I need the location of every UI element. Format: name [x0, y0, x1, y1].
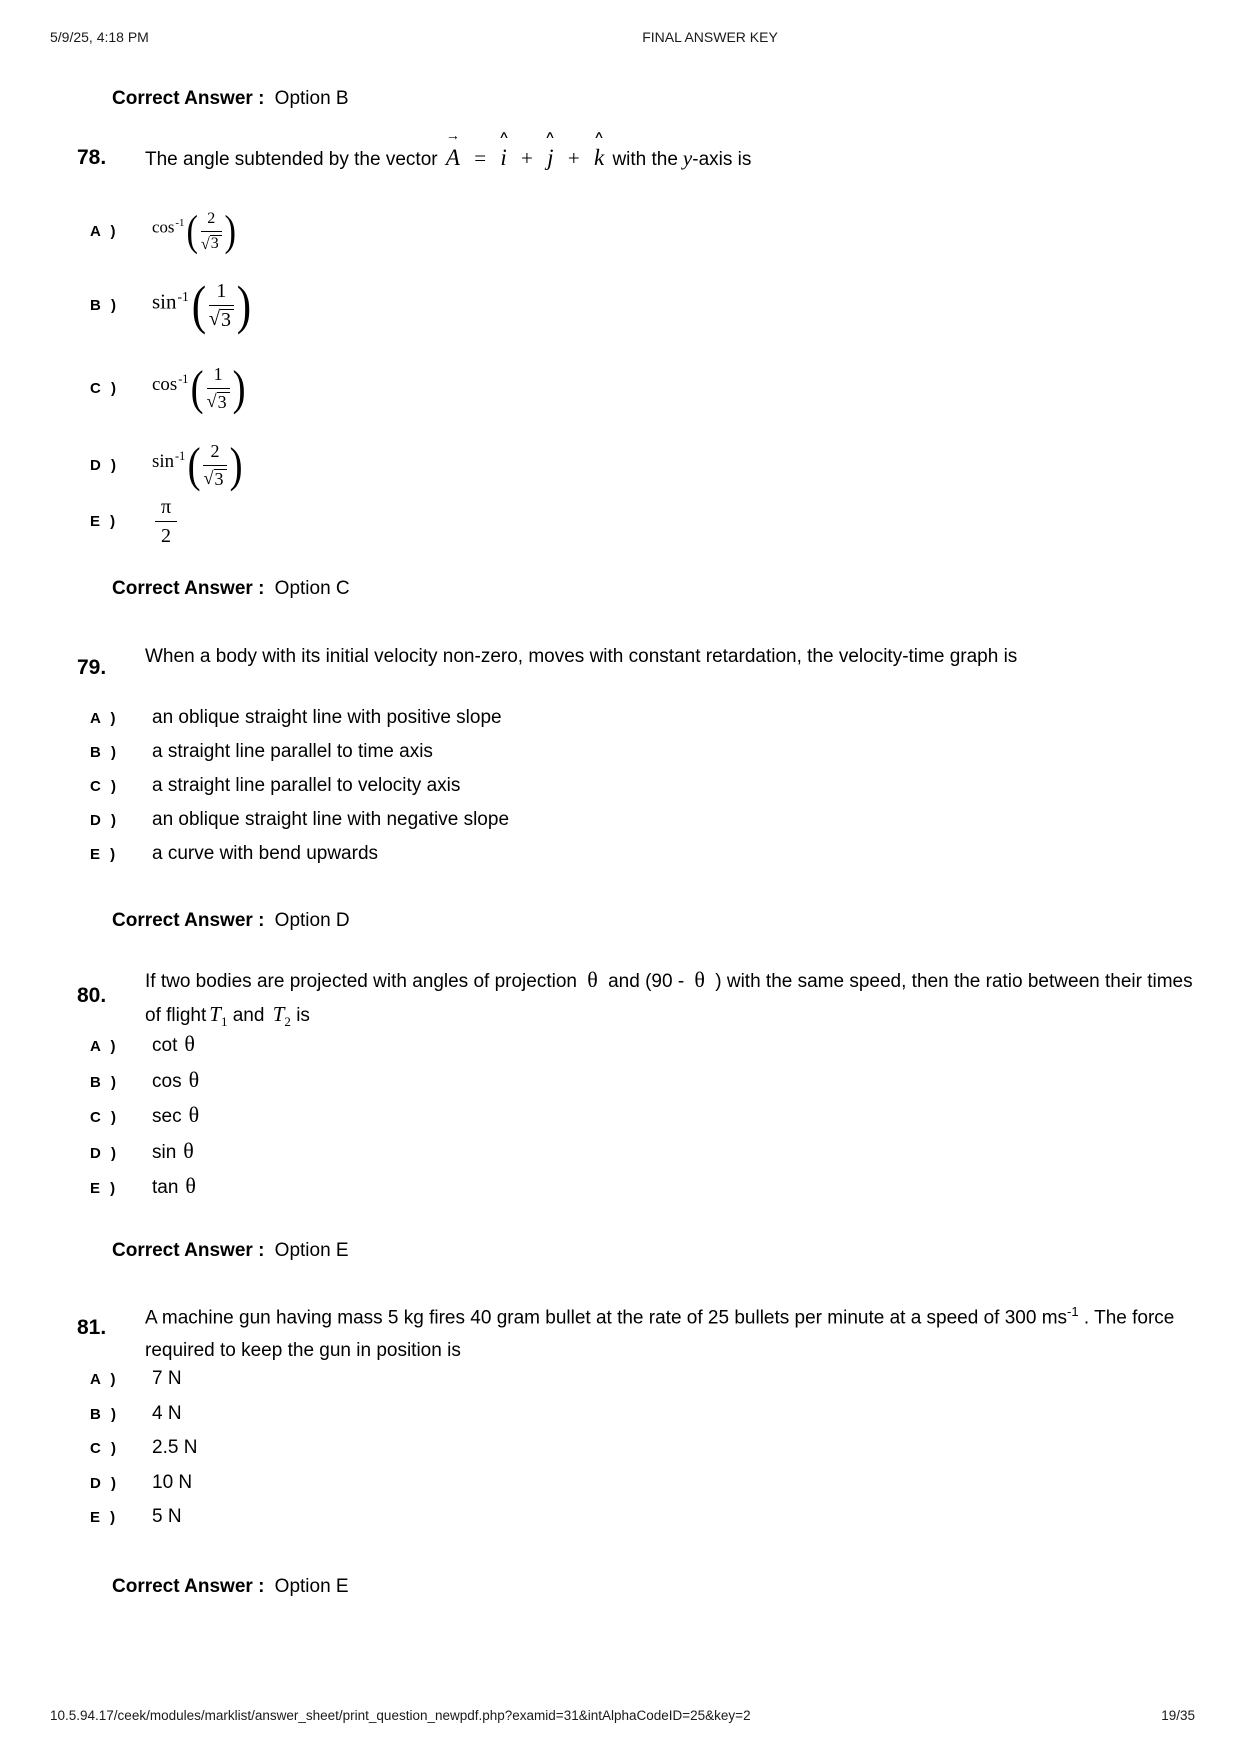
options-list [90, 1033, 204, 1211]
question-text-part: -axis is [692, 149, 752, 170]
function-name: sin [152, 451, 175, 473]
sqrt-icon: √ [200, 233, 210, 253]
option-text: 4 N [152, 1402, 182, 1424]
option-text: 10 N [152, 1471, 193, 1493]
option-label: E ) [90, 1509, 119, 1526]
left-paren: ( [186, 207, 199, 255]
radicand: 3 [210, 235, 222, 253]
correct-answer-label: Correct Answer : [112, 910, 265, 931]
option-label: C ) [90, 1440, 119, 1457]
question-text [145, 1295, 1197, 1367]
option-text: an oblique straight line with positive slope [152, 707, 502, 728]
option-text: 5 N [152, 1506, 182, 1527]
option-row [90, 843, 509, 877]
question-text-part: The angle subtended by the vector [145, 149, 438, 170]
plus-sign: + [567, 146, 580, 170]
hat-icon: ∧ [544, 130, 556, 141]
option-row [90, 207, 236, 255]
option-label: A ) [90, 1038, 119, 1055]
option-row [90, 496, 180, 547]
page-number: 19/35 [1161, 1708, 1195, 1723]
option-label: C ) [90, 1109, 119, 1126]
correct-answer-label: Correct Answer : [112, 1240, 265, 1261]
left-paren: ( [187, 438, 201, 493]
option-text: sin [152, 1141, 177, 1163]
correct-answer-prev [112, 88, 349, 110]
sqrt-icon: √ [206, 390, 217, 411]
option-row [90, 1472, 197, 1507]
option-label: B ) [90, 744, 119, 761]
question-80 [77, 965, 1197, 1038]
correct-answer-value: Option C [274, 578, 350, 599]
option-row [90, 741, 509, 775]
option-label: E ) [90, 513, 119, 530]
theta-symbol: θ [185, 1173, 196, 1198]
theta-symbol: θ [184, 1031, 195, 1056]
option-row [90, 775, 509, 809]
question-79 [77, 640, 1193, 679]
option-row [90, 361, 246, 416]
exponent: -1 [177, 288, 189, 304]
exponent: -1 [1067, 1304, 1079, 1319]
option-label: E ) [90, 846, 119, 863]
option-row [90, 1506, 197, 1541]
option-text: a straight line parallel to time axis [152, 741, 433, 762]
question-text-part: and (90 - [608, 971, 685, 992]
option-text: 7 N [152, 1368, 182, 1389]
right-paren: ) [229, 438, 243, 493]
option-text: cos [152, 1070, 182, 1092]
question-text-part: A machine gun having mass 5 kg fires 40 gram bullet at the rate of 25 bullets per minute at a speed of 300 ms [145, 1307, 1068, 1329]
correct-answer-value: Option D [274, 910, 350, 931]
left-paren: ( [191, 275, 207, 335]
option-label: D ) [90, 1144, 119, 1162]
option-row [90, 809, 509, 843]
formula-cos-inverse [152, 361, 246, 416]
option-text: a curve with bend upwards [152, 843, 379, 864]
option-row [90, 707, 509, 741]
correct-answer-value: Option E [274, 1240, 349, 1261]
T2-symbol: $T_2$ [272, 1002, 291, 1030]
sqrt-icon: √ [203, 467, 214, 488]
option-row [90, 1403, 197, 1438]
question-78 [77, 127, 1145, 176]
option-text: a straight line parallel to velocity axis [152, 775, 461, 796]
question-text-part: is [296, 1005, 310, 1026]
radicand: 3 [220, 309, 234, 331]
options-list [90, 1368, 197, 1541]
question-number: 80. [77, 984, 107, 1007]
option-label: B ) [90, 1073, 119, 1091]
option-label: E ) [90, 1180, 119, 1197]
option-text: an oblique straight line with negative slope [152, 809, 510, 830]
hat-icon: ∧ [593, 130, 605, 141]
option-row [90, 275, 252, 335]
option-label: A ) [90, 1371, 119, 1388]
correct-answer-label: Correct Answer : [112, 578, 265, 599]
function-name: cos [152, 217, 175, 237]
theta-symbol: θ [587, 967, 598, 992]
correct-answer-label: Correct Answer : [112, 1576, 265, 1597]
option-label: D ) [90, 1474, 119, 1492]
equals-sign: = [474, 146, 487, 170]
option-text: tan [152, 1177, 179, 1198]
question-text-part: and [232, 1005, 265, 1026]
correct-answer-value: Option E [274, 1576, 349, 1597]
theta-symbol: θ [183, 1137, 194, 1163]
i-hat-symbol: ∧ i [498, 130, 510, 170]
function-name: sin [152, 289, 177, 314]
option-text: cot [152, 1035, 178, 1056]
question-text-part: with the [612, 149, 678, 170]
sqrt-icon: √ [208, 308, 221, 331]
option-row [90, 1175, 204, 1211]
option-label: B ) [90, 1405, 119, 1423]
option-label: A ) [90, 222, 119, 240]
numerator: 1 [209, 280, 234, 306]
vector-arrow-icon: → [445, 127, 460, 143]
numerator: 2 [203, 442, 226, 466]
exponent: -1 [178, 372, 189, 387]
question-number: 78. [77, 146, 107, 169]
option-text: 2.5 N [152, 1437, 198, 1458]
option-row [90, 1137, 204, 1176]
j-hat-symbol: ∧ j [544, 130, 556, 170]
question-text [145, 965, 1197, 1038]
option-text: sec [152, 1106, 182, 1127]
numerator: 1 [207, 365, 230, 389]
T1-symbol: $T_1$ [209, 1002, 228, 1030]
correct-answer-q81 [112, 1576, 349, 1598]
options-list [90, 707, 509, 877]
hat-icon: ∧ [498, 130, 510, 141]
footer-url: 10.5.94.17/ceek/modules/marklist/answer_sheet/print_question_newpdf.php?examid=31&intAlphaCodeID=25&key=2 [50, 1708, 751, 1723]
exponent: -1 [175, 449, 186, 464]
option-row [90, 1104, 204, 1140]
radicand: 3 [214, 469, 227, 489]
y-axis-symbol: y [682, 146, 693, 170]
left-paren: ( [191, 361, 204, 416]
correct-answer-value: Option B [274, 88, 349, 109]
option-row [90, 1437, 197, 1472]
document-title: FINAL ANSWER KEY [642, 29, 778, 45]
correct-answer-q78 [112, 578, 350, 600]
correct-answer-q79 [112, 910, 350, 932]
right-paren: ) [232, 361, 246, 416]
fraction [207, 365, 230, 412]
question-text-part: If two bodies are projected with angles of projection [145, 971, 577, 992]
question-number: 79. [77, 656, 107, 679]
option-label: B ) [90, 297, 119, 315]
question-text-part: ) with the same speed, then the ratio between their times of flight [145, 971, 1193, 1026]
option-row [90, 438, 243, 493]
radicand: 3 [217, 392, 230, 412]
option-label: D ) [90, 456, 119, 474]
exponent: -1 [175, 217, 185, 230]
theta-symbol: θ [694, 967, 705, 992]
correct-answer-label: Correct Answer : [112, 88, 265, 109]
k-hat-symbol: ∧ k [593, 130, 605, 170]
denominator: 2 [161, 525, 172, 547]
option-label: D ) [90, 812, 119, 829]
question-text-part: . The force required to keep the gun in position is [145, 1307, 1175, 1362]
right-paren: ) [236, 275, 252, 335]
function-name: cos [152, 374, 178, 396]
right-paren: ) [224, 207, 236, 255]
fraction [203, 442, 226, 489]
fraction [209, 280, 234, 331]
vector-A-symbol: → A [445, 127, 460, 170]
option-row [90, 1368, 197, 1403]
question-81 [77, 1295, 1197, 1367]
question-text: When a body with its initial velocity non-zero, moves with constant retardation, the velocity-time graph is [145, 646, 1018, 667]
numerator: π [155, 496, 177, 522]
question-number: 81. [77, 1316, 107, 1339]
option-row [90, 1066, 204, 1105]
plus-sign: + [521, 146, 533, 170]
formula-sin-inverse [152, 275, 252, 335]
formula-pi-over-2 [155, 496, 177, 547]
question-text [145, 127, 1145, 176]
option-label: C ) [90, 379, 119, 397]
print-datetime: 5/9/25, 4:18 PM [50, 29, 149, 45]
theta-symbol: θ [188, 1102, 200, 1127]
correct-answer-q80 [112, 1240, 349, 1262]
option-label: A ) [90, 710, 119, 727]
formula-cos-inverse [152, 207, 236, 255]
formula-sin-inverse [152, 438, 243, 493]
option-row [90, 1033, 204, 1069]
numerator: 2 [201, 210, 222, 232]
fraction [201, 210, 222, 252]
option-label: C ) [90, 778, 119, 795]
theta-symbol: θ [188, 1066, 200, 1092]
